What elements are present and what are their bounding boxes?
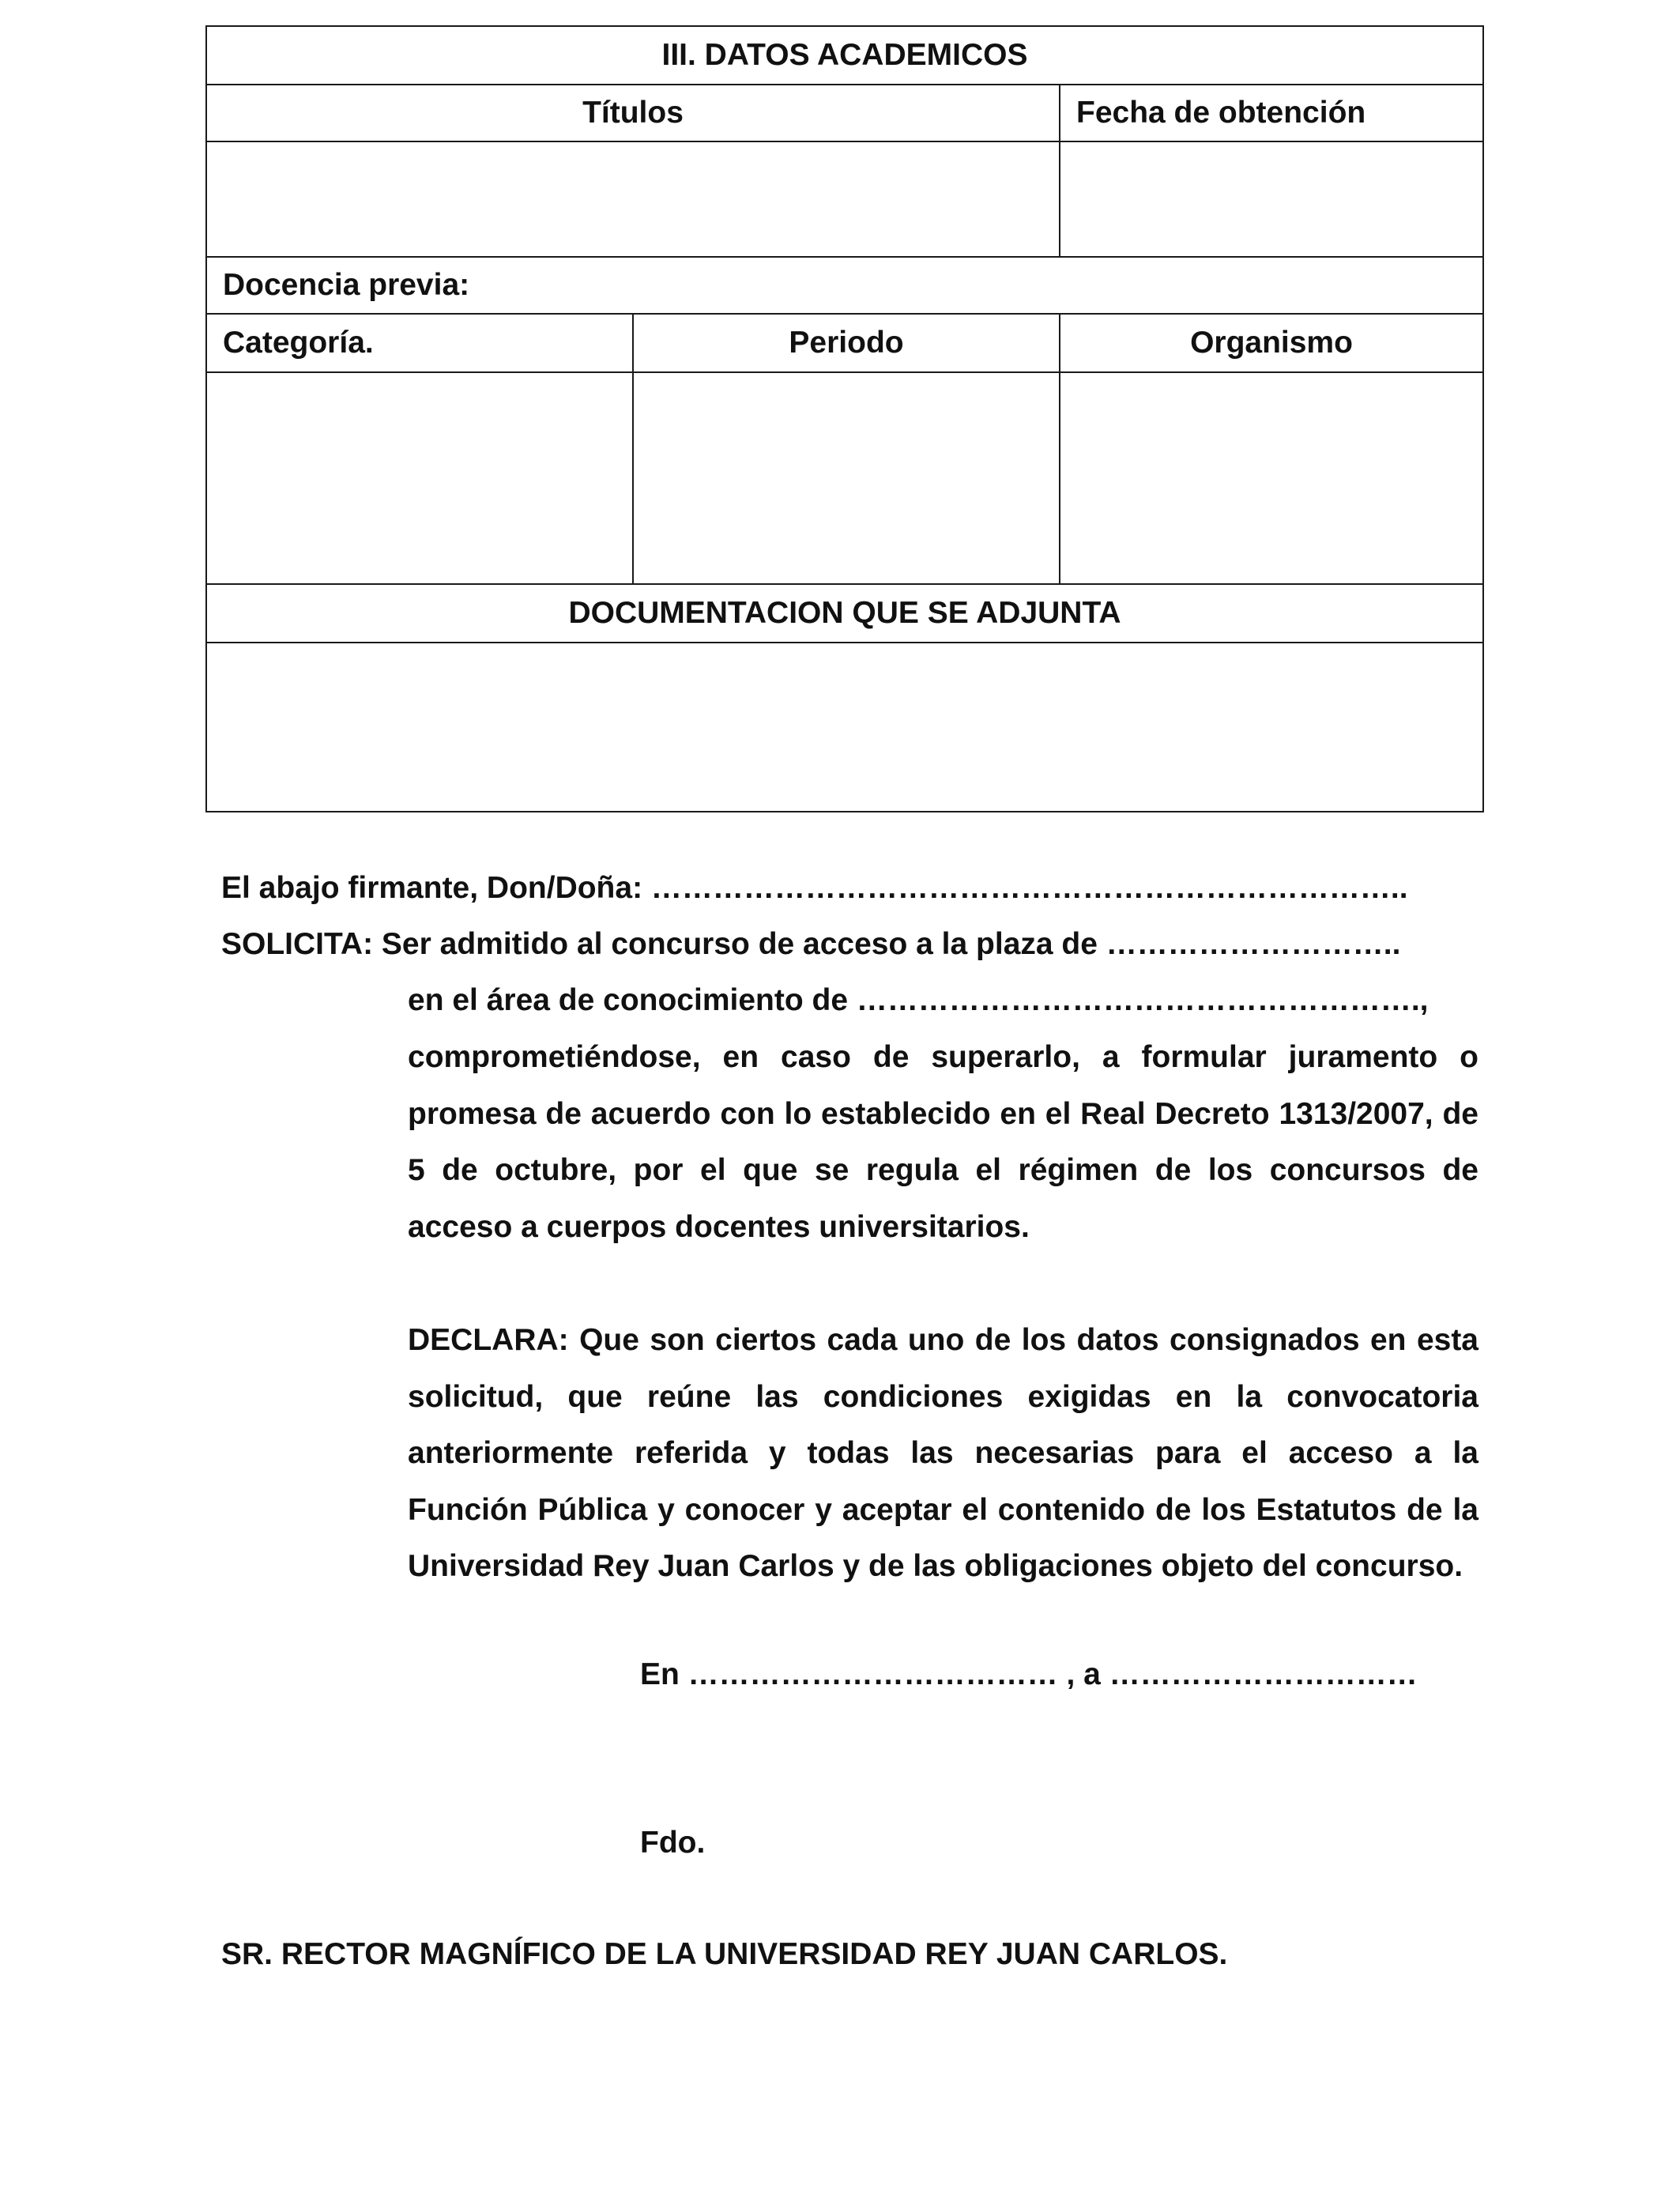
documentacion-header: DOCUMENTACION QUE SE ADJUNTA xyxy=(206,584,1483,643)
documentacion-input-cell[interactable] xyxy=(206,643,1483,812)
periodo-input-cell[interactable] xyxy=(633,372,1060,584)
fecha-input-cell[interactable] xyxy=(1060,141,1483,257)
declara-paragraph: DECLARA: Que son ciertos cada uno de los datos consignados en esta solicitud, que reúne las condiciones exigidas en la convocatoria anteriormente referida y todas las necesarias para el acceso a la Función Pública y conocer y aceptar el contenido de los Estatutos de la Universidad Rey Juan Carlos y de las obligaciones objeto del concurso. xyxy=(408,1323,1478,1583)
periodo-header: Periodo xyxy=(633,314,1060,372)
titulos-header: Títulos xyxy=(206,85,1060,141)
firma-label: Fdo. xyxy=(640,1826,706,1860)
compromiso-paragraph: comprometiéndose, en caso de superarlo, a formular juramento o promesa de acuerdo con lo establecido en el Real Decreto 1313/2007, de 5 de octubre, por el que se regula el régimen de los concursos de acceso a cuerpos docentes universitarios. xyxy=(408,1040,1478,1244)
firmante-line: El abajo firmante, Don/Doña: ……………………………………………………………….. xyxy=(221,871,1408,905)
organismo-header: Organismo xyxy=(1060,314,1483,372)
titulos-input-cell[interactable] xyxy=(206,141,1060,257)
lugar-fecha-line: En ……………………………… , a ………………………… xyxy=(640,1657,1418,1691)
solicita-line: SOLICITA: Ser admitido al concurso de acceso a la plaza de ……………………….. xyxy=(221,927,1401,961)
section-title: III. DATOS ACADEMICOS xyxy=(206,26,1483,85)
organismo-input-cell[interactable] xyxy=(1060,372,1483,584)
academic-data-table xyxy=(205,25,1484,812)
fecha-header: Fecha de obtención xyxy=(1060,85,1483,141)
docencia-label: Docencia previa: xyxy=(206,257,1483,314)
categoria-header: Categoría. xyxy=(206,314,633,372)
area-line: en el área de conocimiento de ………………………………………………., xyxy=(408,983,1429,1017)
destinatario-line: SR. RECTOR MAGNÍFICO DE LA UNIVERSIDAD REY JUAN CARLOS. xyxy=(221,1937,1228,1971)
categoria-input-cell[interactable] xyxy=(206,372,633,584)
